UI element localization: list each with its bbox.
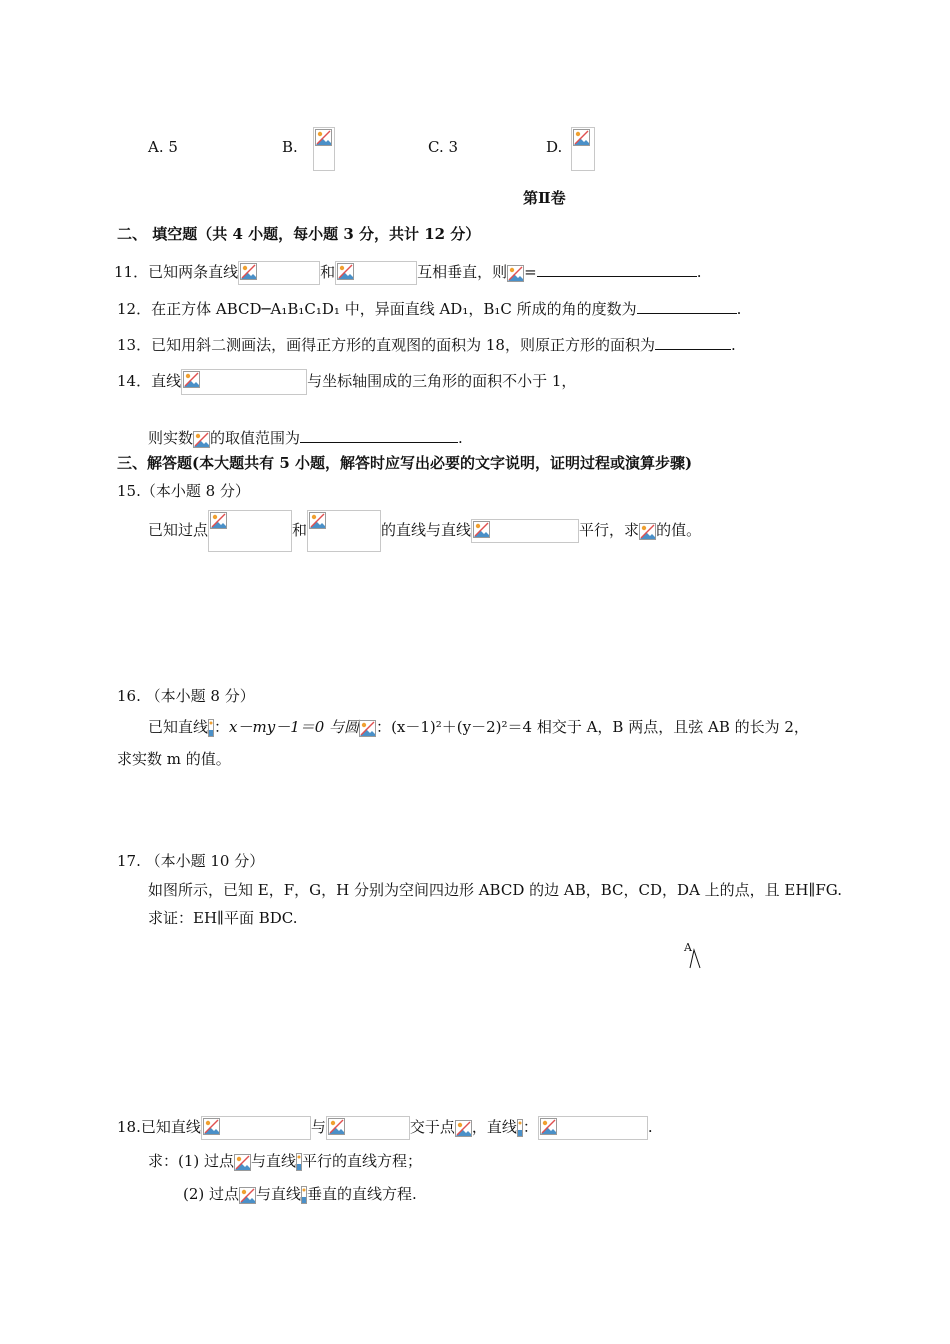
part-title: 第Ⅱ卷	[523, 189, 566, 207]
broken-image-icon	[234, 1154, 251, 1171]
q13-answer-blank	[655, 333, 731, 350]
q11-text-3: 互相垂直，则	[417, 263, 508, 281]
question-13	[117, 333, 736, 355]
figure-fragment	[688, 946, 702, 970]
option-a: A. 5	[148, 138, 178, 156]
question-17-head: 17. （本小题 10 分）	[117, 852, 265, 870]
q16-equation-2: (x－1)²＋(y－2)²＝4 相交于 A，B 两点，且弦 AB 的长为 2，	[391, 718, 809, 736]
q18-line2-image	[326, 1116, 410, 1140]
q18-sub2-text-3: 垂直的直线方程.	[307, 1185, 417, 1203]
q11-line2-image	[335, 261, 417, 285]
q11-end: .	[696, 263, 702, 281]
q12-end: .	[736, 300, 742, 318]
option-d-image	[571, 127, 595, 171]
q18-line1-image	[201, 1116, 311, 1140]
question-16-head: 16. （本小题 8 分）	[117, 687, 255, 705]
q15-point1-image	[208, 510, 292, 552]
q15-text-1: 已知过点	[148, 521, 209, 539]
q18-line3-image	[538, 1116, 648, 1140]
q15-text-4: 平行，求	[579, 521, 640, 539]
question-18-sub-1	[148, 1151, 422, 1171]
broken-image-icon	[540, 1118, 557, 1135]
broken-image-icon	[183, 371, 200, 388]
q11-answer-blank	[537, 260, 697, 277]
q16-text-1: 已知直线	[148, 718, 209, 736]
q16-text-2: ：	[214, 718, 230, 736]
question-17-line-2: 求证：EH∥平面 BDC.	[148, 909, 298, 927]
broken-image-icon	[639, 523, 656, 540]
question-18-sub-2	[183, 1184, 417, 1204]
broken-image-icon	[473, 521, 490, 538]
q13-end: .	[730, 336, 736, 354]
question-11	[114, 260, 701, 285]
q12-text: 12．在正方体 ABCD─A₁B₁C₁D₁ 中，异面直线 AD₁，B₁C 所成的角的度数为	[117, 300, 637, 318]
broken-image-icon	[359, 720, 376, 737]
q14-text-2: 与坐标轴围成的三角形的面积不小于 1，	[307, 372, 577, 390]
q14-answer-blank	[300, 426, 458, 443]
broken-image-icon	[455, 1120, 472, 1137]
q14-end: .	[458, 429, 463, 447]
q16-equation-1: x－my－1＝0 与圆	[229, 718, 360, 736]
q18-sub2-text-1: (2) 过点	[183, 1185, 240, 1203]
q15-point2-image	[307, 510, 381, 552]
broken-image-icon	[240, 263, 257, 280]
broken-image-icon	[337, 263, 354, 280]
q15-text-2: 和	[292, 521, 308, 539]
q18-text-1: 18.已知直线	[117, 1118, 201, 1136]
q14-line-image	[181, 369, 307, 395]
q11-text-2: 和	[320, 263, 336, 281]
broken-image-icon	[315, 129, 332, 146]
q14-text-4: 的取值范围为	[210, 429, 301, 447]
q18-end: .	[647, 1118, 653, 1136]
q15-text-3: 的直线与直线	[381, 521, 472, 539]
q18-text-2: 与	[310, 1118, 326, 1136]
q18-sub1-text-1: 求：(1) 过点	[148, 1152, 235, 1170]
broken-image-icon	[573, 129, 590, 146]
q18-text-5: ：	[522, 1118, 538, 1136]
question-15-head: 15.（本小题 8 分）	[117, 482, 250, 500]
broken-image-icon	[309, 512, 326, 529]
broken-image-icon	[193, 431, 210, 448]
q13-text: 13．已知用斜二测画法，画得正方形的直观图的面积为 18，则原正方形的面积为	[117, 336, 655, 354]
q11-text-1: 11．已知两条直线	[114, 263, 239, 281]
q14-text-3: 则实数	[148, 429, 194, 447]
question-14-line-2	[148, 426, 463, 448]
q18-sub1-text-3: 平行的直线方程；	[302, 1152, 423, 1170]
q14-text-1: 14．直线	[117, 372, 182, 390]
question-16	[148, 717, 809, 737]
question-15	[148, 509, 701, 552]
q12-answer-blank	[637, 297, 737, 314]
question-12	[117, 297, 741, 319]
option-d: D.	[546, 138, 563, 156]
section-2-heading: 二、 填空题（共 4 小题，每小题 3 分，共计 12 分）	[117, 225, 481, 243]
q15-text-5: 的值。	[656, 521, 702, 539]
question-18	[117, 1114, 653, 1140]
question-14	[117, 369, 576, 395]
q11-text-4: =	[524, 263, 537, 281]
q18-text-3: 交于点	[409, 1118, 455, 1136]
broken-image-icon	[328, 1118, 345, 1135]
broken-image-icon	[210, 512, 227, 529]
question-17-line-1: 如图所示，已知 E，F，G，H 分别为空间四边形 ABCD 的边 AB，BC，CD，DA 上的点，且 EH∥FG.	[148, 881, 843, 899]
option-c: C. 3	[428, 138, 459, 156]
q18-sub1-text-2: 与直线	[251, 1152, 297, 1170]
figure-label-a: A	[684, 941, 692, 954]
broken-image-icon	[507, 265, 524, 282]
q11-line1-image	[238, 261, 320, 285]
option-b: B.	[282, 138, 298, 156]
section-3-heading: 三、解答题(本大题共有 5 小题，解答时应写出必要的文字说明，证明过程或演算步骤)	[117, 454, 693, 472]
q15-line-image	[471, 519, 579, 543]
broken-image-icon	[239, 1187, 256, 1204]
q16-text-3: ：	[376, 718, 392, 736]
broken-image-icon	[203, 1118, 220, 1135]
option-b-image	[313, 127, 335, 171]
question-16-line-2: 求实数 m 的值。	[117, 750, 231, 768]
q18-text-4: ，直线	[471, 1118, 517, 1136]
q18-sub2-text-2: 与直线	[256, 1185, 302, 1203]
